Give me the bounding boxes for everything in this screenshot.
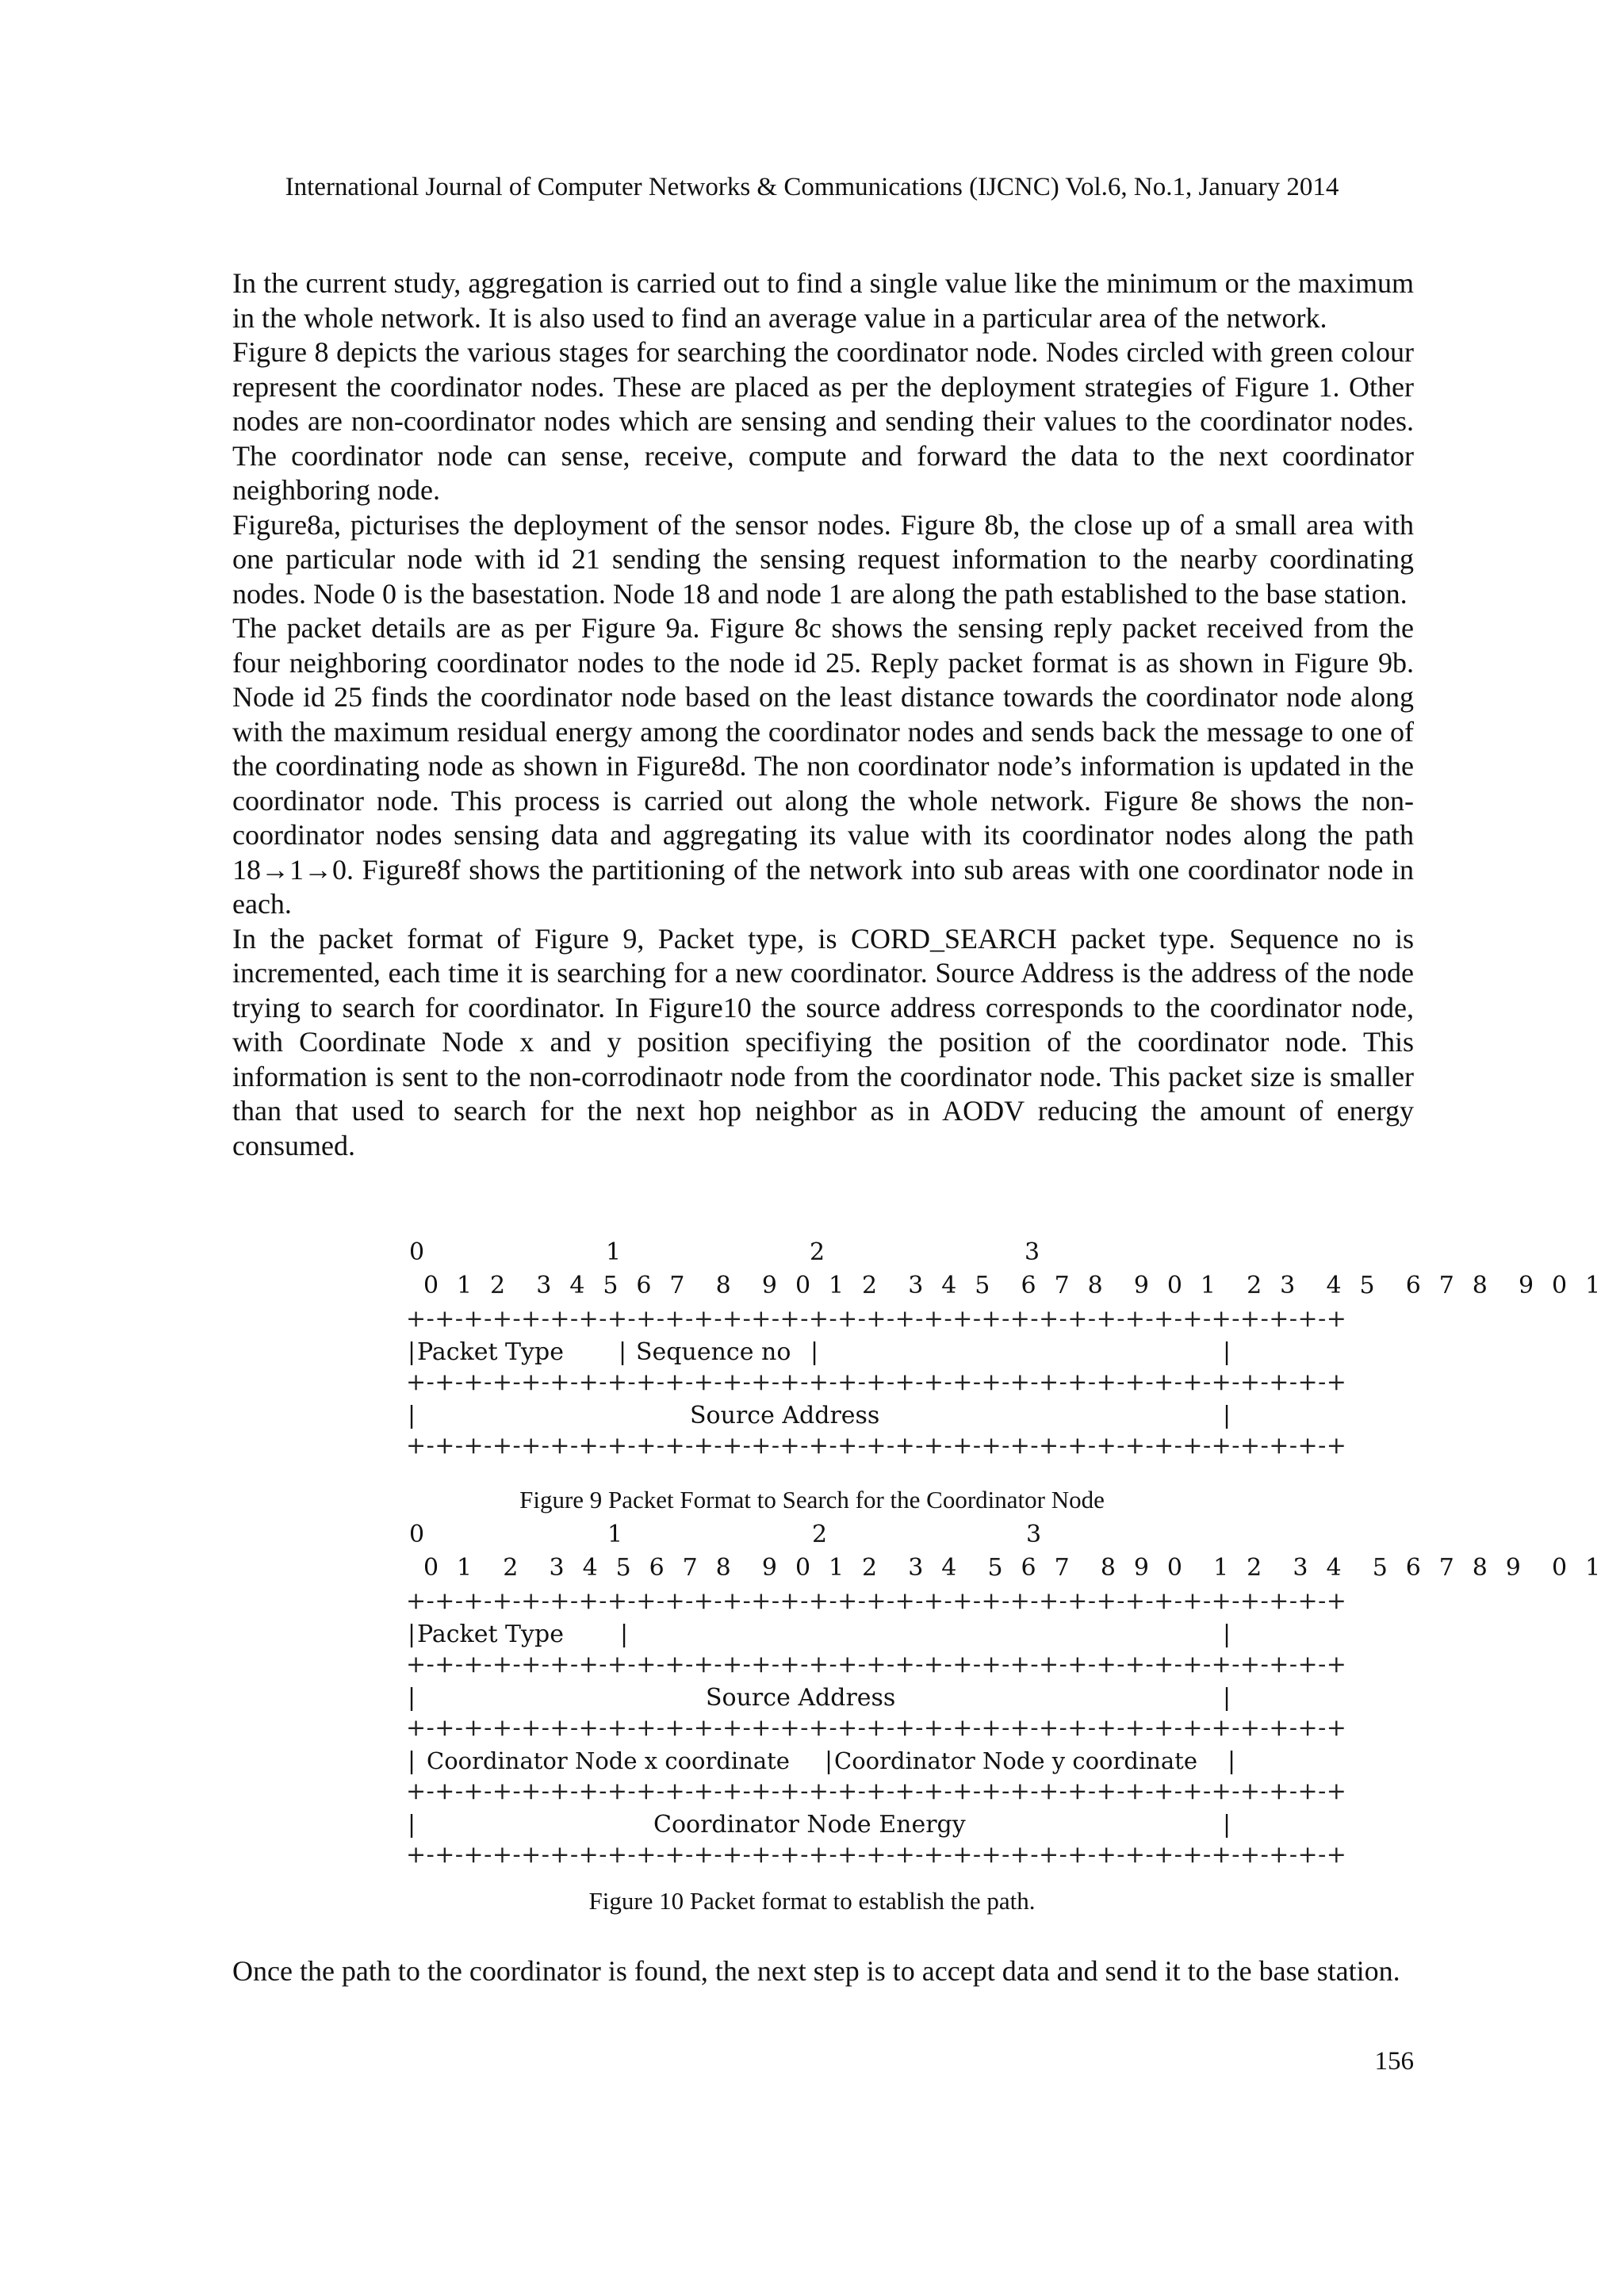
tick-2: 2 <box>810 1238 825 1266</box>
row-separator: +-+-+-+-+-+-+-+-+-+-+-+-+-+-+-+-+-+-+-+-+-+-+-+-+-+-+-+-+-+-+-+-+ <box>406 1305 1347 1333</box>
bit-index-row: 0 1 2 3 4 5 6 7 8 9 0 1 2 3 4 5 6 7 8 9 0 1 2 3 4 5 6 7 8 9 0 1 <box>423 1272 1606 1299</box>
body-text <box>232 266 1414 1163</box>
journal-header: International Journal of Computer Networks & Communications (IJCNC) Vol.6, No.1, January 2014 <box>285 173 1339 201</box>
bit-tick-row <box>406 1521 1243 1554</box>
row-separator: +-+-+-+-+-+-+-+-+-+-+-+-+-+-+-+-+-+-+-+-+-+-+-+-+-+-+-+-+-+-+-+-+ <box>406 1777 1347 1805</box>
field-coordinator-energy: Coordinator Node Energy <box>653 1811 966 1839</box>
row-separator: +-+-+-+-+-+-+-+-+-+-+-+-+-+-+-+-+-+-+-+-+-+-+-+-+-+-+-+-+-+-+-+-+ <box>406 1432 1347 1460</box>
packet-row-energy: | Coordinator Node Energy | <box>408 1811 1231 1839</box>
row-separator: +-+-+-+-+-+-+-+-+-+-+-+-+-+-+-+-+-+-+-+-+-+-+-+-+-+-+-+-+-+-+-+-+ <box>406 1714 1347 1742</box>
packet-row-source-address: | Source Address | <box>408 1402 1231 1429</box>
figure-10-packet-diagram <box>406 1521 1606 1873</box>
tick-3: 3 <box>1026 1521 1042 1548</box>
bit-index-row: 0 1 2 3 4 5 6 7 8 9 0 1 2 3 4 5 6 7 8 9 0 1 2 3 4 5 6 7 8 9 0 1 <box>423 1554 1606 1582</box>
bit-tick-row <box>406 1238 1243 1272</box>
figure-9-caption: Figure 9 Packet Format to Search for the Coordinator Node <box>519 1486 1105 1513</box>
paragraph-figure8a: Figure8a, picturises the deployment of the sensor nodes. Figure 8b, the close up of a small area with one particular node with id 21 sending the sensing request information to the nearby coordinating nodes. Node 0 is the basestation. Node 18 and node 1 are along the path established to the base station. <box>232 508 1414 610</box>
paragraph-packet-details: The packet details are as per Figure 9a. Figure 8c shows the sensing reply packet received from the four neighboring coordinator nodes to the node id 25. Reply packet format is as shown in Figure 9b. Node id 25 finds the coordinator node based on the least distance towards the coordinator node along with the maximum residual energy among the coordinator nodes and sends back the message to one of the coordinating node as shown in Figure8d. The non coordinator node’s information is updated in the coordinator node. This process is carried out along the whole network. Figure 8e shows the non-coordinator nodes sensing data and aggregating its value with its coordinator nodes along the path 18→1→0. Figure8f shows the partitioning of the network into sub areas with one coordinator node in each. <box>232 612 1414 920</box>
paragraph-packet-format: In the packet format of Figure 9, Packet type, is CORD_SEARCH packet type. Sequence no is incremented, each time it is searching for a new coordinator. Source Address is the address of the node trying to search for coordinator. In Figure10 the source address corresponds to the coordinator node, with Coordinate Node x and y position specifiying the position of the coordinator node. This information is sent to the non-corrodinaotr node from the coordinator node. This packet size is smaller than that used to search for the next hop neighbor as in AODV reducing the amount of energy consumed. <box>232 922 1414 1161</box>
field-source-address: Source Address <box>690 1402 880 1429</box>
tick-0: 0 <box>409 1238 425 1266</box>
row-separator: +-+-+-+-+-+-+-+-+-+-+-+-+-+-+-+-+-+-+-+-+-+-+-+-+-+-+-+-+-+-+-+-+ <box>406 1651 1347 1678</box>
paragraph-next-step: Once the path to the coordinator is found, the next step is to accept data and send it to the base station. <box>232 1955 1400 1987</box>
paragraph-aggregation: In the current study, aggregation is carried out to find a single value like the minimum or the maximum in the whole network. It is also used to find an average value in a particular area of the network. <box>232 267 1414 334</box>
tick-2: 2 <box>812 1521 828 1548</box>
packet-row-type: | Packet Type | | <box>408 1621 1231 1648</box>
tick-0: 0 <box>409 1521 425 1548</box>
page-number: 156 <box>1374 2047 1414 2076</box>
field-source-address: Source Address <box>706 1684 896 1712</box>
closing-paragraph <box>232 1954 1414 1989</box>
field-packet-type: Packet Type <box>417 1621 564 1648</box>
packet-row-coordinates: | Coordinator Node x coordinate | Coordinator Node y coordinate | <box>408 1747 1236 1775</box>
tick-1: 1 <box>607 1521 623 1548</box>
field-x-coordinate: Coordinator Node x coordinate <box>427 1747 790 1774</box>
field-y-coordinate: Coordinator Node y coordinate <box>834 1747 1197 1774</box>
row-separator: +-+-+-+-+-+-+-+-+-+-+-+-+-+-+-+-+-+-+-+-+-+-+-+-+-+-+-+-+-+-+-+-+ <box>406 1841 1347 1869</box>
packet-row-source-address: | Source Address | <box>408 1684 1231 1712</box>
row-separator: +-+-+-+-+-+-+-+-+-+-+-+-+-+-+-+-+-+-+-+-+-+-+-+-+-+-+-+-+-+-+-+-+ <box>406 1587 1347 1615</box>
field-sequence-no: Sequence no <box>636 1338 791 1366</box>
row-separator: +-+-+-+-+-+-+-+-+-+-+-+-+-+-+-+-+-+-+-+-+-+-+-+-+-+-+-+-+-+-+-+-+ <box>406 1368 1347 1396</box>
tick-1: 1 <box>606 1238 622 1266</box>
tick-3: 3 <box>1025 1238 1040 1266</box>
figure-10-caption: Figure 10 Packet format to establish the path. <box>588 1887 1036 1915</box>
field-packet-type: Packet Type <box>417 1338 564 1366</box>
paragraph-figure8: Figure 8 depicts the various stages for searching the coordinator node. Nodes circled with green colour represent the coordinator nodes. These are placed as per the deployment strategies of Figure 1. Other nodes are non-coordinator nodes which are sensing and sending their values to the coordinator nodes. The coordinator node can sense, receive, compute and forward the data to the next coordinator neighboring node. <box>232 336 1414 506</box>
figure-9-packet-diagram <box>406 1238 1606 1464</box>
packet-row-type-sequence: | Packet Type | Sequence no | | <box>408 1338 1231 1366</box>
